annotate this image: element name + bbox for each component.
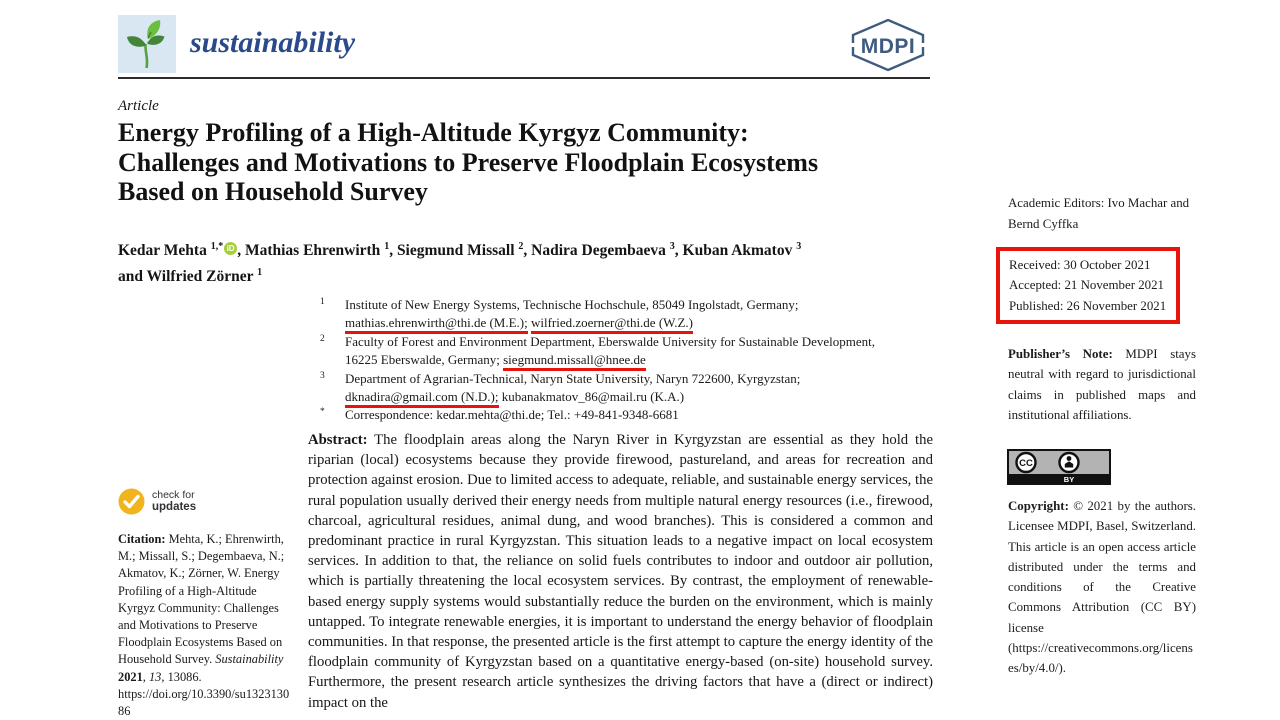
email-link[interactable]: siegmund.missall@hnee.de [503, 352, 646, 371]
doi-link[interactable]: https://doi.org/10.3390/su132313086 [118, 686, 290, 719]
accepted-date: Accepted: 21 November 2021 [1009, 278, 1164, 293]
check-for-updates-badge[interactable] [118, 488, 196, 515]
email-link[interactable]: dknadira@gmail.com (N.D.); [345, 389, 499, 408]
copyright-block: Copyright: © 2021 by the authors. Licensee MDPI, Basel, Switzerland. This article is an open access article distributed under the terms and conditions of the Creative Commons Attribution (CC BY) license (https://creativecommons.org/licenses/by/4.0/). [1008, 499, 1196, 676]
orcid-icon[interactable]: iD [224, 242, 237, 255]
dates-annotation-box [996, 247, 1180, 324]
academic-editors: Academic Editors: Ivo Machar and Bernd Cyffka [1008, 196, 1190, 231]
citation-block: Citation: Mehta, K.; Ehrenwirth, M.; Missall, S.; Degembaeva, N.; Akmatov, K.; Zörner, W. Energy Profiling of a High-Altitude Kyrgyz Community: Challenges and Motivations to Preserve Floodplain Ecosystems Based on Household Survey. Sustainability 2021, 13, 13086. https://doi.org/10.3390/su132313086 [118, 532, 290, 719]
affiliations-block [320, 296, 940, 425]
abstract-label: Abstract: [308, 432, 368, 448]
title-line-1: Energy Profiling of a High-Altitude Kyrgyz Community: [118, 118, 749, 147]
affiliation-1: 1 Institute of New Energy Systems, Technische Hochschule, 85049 Ingolstadt, Germany; mathias.ehrenwirth@thi.de (M.E.); wilfried.zoerner@thi.de (W.Z.) [320, 296, 940, 333]
article-type-label: Article [118, 98, 159, 114]
svg-text:BY: BY [1063, 475, 1075, 484]
email-link[interactable]: kedar.mehta@thi.de [436, 407, 541, 423]
email-link[interactable]: wilfried.zoerner@thi.de (W.Z.) [531, 315, 693, 334]
mdpi-logo-icon [846, 16, 930, 74]
publishers-note: Publisher’s Note: MDPI stays neutral with regard to jurisdictional claims in published maps and institutional affiliations. [1008, 347, 1196, 423]
svg-text:CC: CC [1019, 458, 1033, 469]
check-updates-line2: updates [152, 500, 197, 513]
page-title [118, 118, 948, 207]
email-link[interactable]: mathias.ehrenwirth@thi.de (M.E.); [345, 315, 528, 334]
abstract-body: The floodplain areas along the Naryn River in Kyrgyzstan are essential as they hold the riparian (local) ecosystems because they provide firewood, pastureland, and areas for recreation and protection against erosion. Due to limited access to adequate, reliable, and sustainable energy services, the rural population usually derived their energy needs from multiple natural energy resources (i.e., firewood, charcoal, agricultural residues, animal dung, and wood branches). This is considered a common and predominant practice in rural Kyrgyzstan. This situation leads to a negative impact on local ecosystem services. In addition to that, the reliance on solid fuels contributes to indoor and outdoor air pollution, which is partially threatening the local ecosystem services. By contrast, the employment of renewable-based energy supply systems would substantially reduce the burden on the environment, which is mainly untapped. To integrate renewable energies, it is important to understand the energy behavior of floodplain communities. In that response, the presented article is the first attempt to capture the energy identity of the floodplain community of Kyrgyzstan based on a quantitative energy-based (on-site) household survey. Furthermore, the present research article synthesizes the driving factors that have a (direct or indirect) impact on the [308, 432, 933, 711]
journal-name: sustainability [190, 26, 356, 59]
affiliation-3: 3 Department of Agrarian-Technical, Naryn State University, Naryn 722600, Kyrgyzstan; dknadira@gmail.com (N.D.); kubanakmatov_86@mail.ru (K.A.) [320, 370, 940, 407]
received-date: Received: 30 October 2021 [1009, 258, 1151, 272]
cc-by-icon [1007, 449, 1111, 485]
title-line-2: Challenges and Motivations to Preserve Floodplain Ecosystems [118, 147, 819, 177]
check-icon [118, 488, 145, 515]
copyright-label: Copyright: [1008, 499, 1069, 513]
affiliation-2: 2 Faculty of Forest and Environment Department, Eberswalde University for Sustainable Development, 16225 Eberswalde, Germany; siegmund.missall@hnee.de [320, 333, 940, 370]
correspondence-line: * Correspondence: kedar.mehta@thi.de; Tel.: +49-841-9348-6681 [320, 407, 679, 423]
published-date: Published: 26 November 2021 [1009, 298, 1167, 313]
plant-icon [118, 15, 176, 73]
journal-logo [118, 15, 176, 73]
check-updates-line1: check for [152, 489, 195, 501]
header-divider [118, 77, 930, 79]
authors-list [118, 236, 948, 288]
authors-line-1: Kedar Mehta $^{1,*}$ iD , Mathias Ehrenwirth $^1$, Siegmund Missall $^2$, Nadira Degembaeva $^3$, Kuban Akmatov $^3$ [118, 241, 802, 259]
cc-by-license-badge[interactable] [1007, 449, 1111, 490]
citation-journal: Sustainability [215, 652, 284, 667]
abstract [308, 430, 933, 713]
title-line-3: Based on Household Survey [118, 177, 428, 206]
mdpi-wordmark: MDPI [860, 35, 916, 58]
citation-label: Citation: [118, 532, 166, 546]
authors-line-2: and Wilfried Zörner $^1$ [118, 267, 263, 285]
publishers-note-label: Publisher’s Note: [1008, 347, 1113, 361]
